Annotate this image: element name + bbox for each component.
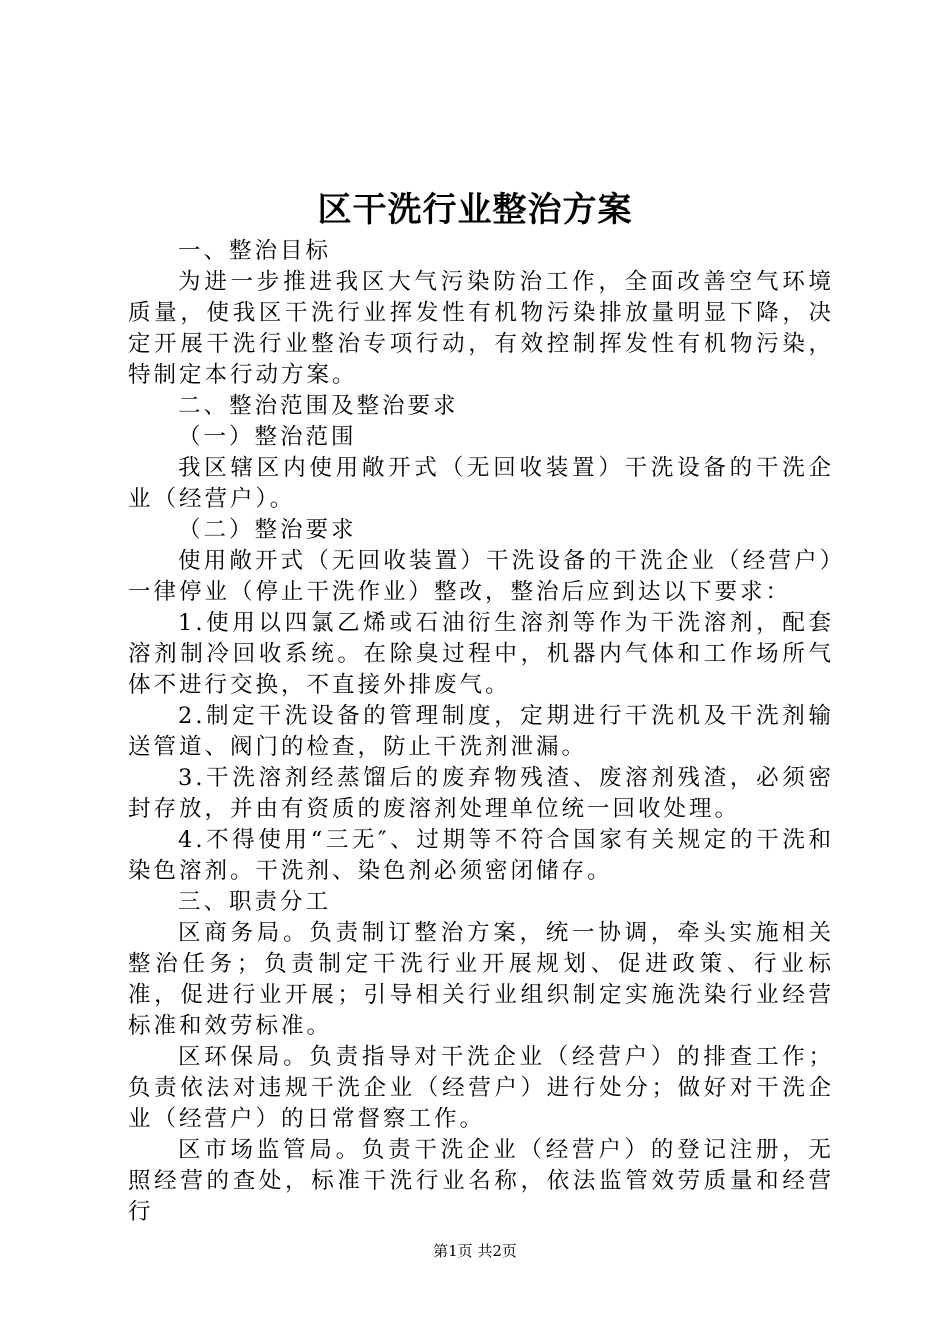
paragraph-list-item: 3.干洗溶剂经蒸馏后的废弃物残渣、废溶剂残渣，必须密封存放，并由有资质的废溶剂处理单位统一回收处理。 (128, 765, 834, 822)
page-footer: 第1页 共2页 (433, 1242, 517, 1260)
paragraph-section-3-heading: 三、职责分工 (178, 889, 332, 915)
paragraph: 区市场监管局。负责干洗企业（经营户）的登记注册，无照经营的查处，标准干洗行业名称，依法监管效劳质量和经营行 (128, 1137, 834, 1225)
paragraph: 区商务局。负责制订整治方案，统一协调，牵头实施相关整治任务；负责制定干洗行业开展规划、促进政策、行业标准，促进行业开展；引导相关行业组织制定实施洗染行业经营标准和效劳标准。 (128, 920, 834, 1039)
paragraph: 为进一步推进我区大气污染防治工作，全面改善空气环境质量，使我区干洗行业挥发性有机物污染排放量明显下降，决定开展干洗行业整治专项行动，有效控制挥发性有机物污染，特制定本行动方案。 (128, 269, 834, 388)
paragraph-section-1-heading: 一、整治目标 (178, 238, 332, 264)
paragraph-list-item: 4.不得使用“三无″、过期等不符合国家有关规定的干洗和染色溶剂。干洗剂、染色剂必须密闭储存。 (128, 827, 834, 884)
paragraph: 使用敞开式（无回收装置）干洗设备的干洗企业（经营户）一律停业（停止干洗作业）整改，整治后应到达以下要求： (128, 548, 834, 605)
paragraph-section-2-heading: 二、整治范围及整治要求 (178, 393, 459, 419)
paragraph-list-item: 1.使用以四氯乙烯或石油衍生溶剂等作为干洗溶剂，配套溶剂制冷回收系统。在除臭过程中，机器内气体和工作场所气体不进行交换，不直接外排废气。 (128, 610, 834, 698)
paragraph-subheading: （二）整治要求 (178, 517, 357, 543)
paragraph: 我区辖区内使用敞开式（无回收装置）干洗设备的干洗企业（经营户）。 (128, 455, 834, 512)
paragraph: 区环保局。负责指导对干洗企业（经营户）的排查工作；负责依法对违规干洗企业（经营户）进行处分；做好对干洗企业（经营户）的日常督察工作。 (128, 1044, 834, 1132)
document-title: 区干洗行业整治方案 (317, 190, 633, 230)
document-body (128, 236, 834, 1228)
paragraph-list-item: 2.制定干洗设备的管理制度，定期进行干洗机及干洗剂输送管道、阀门的检查，防止干洗剂泄漏。 (128, 703, 834, 760)
paragraph-subheading: （一）整治范围 (178, 424, 357, 450)
